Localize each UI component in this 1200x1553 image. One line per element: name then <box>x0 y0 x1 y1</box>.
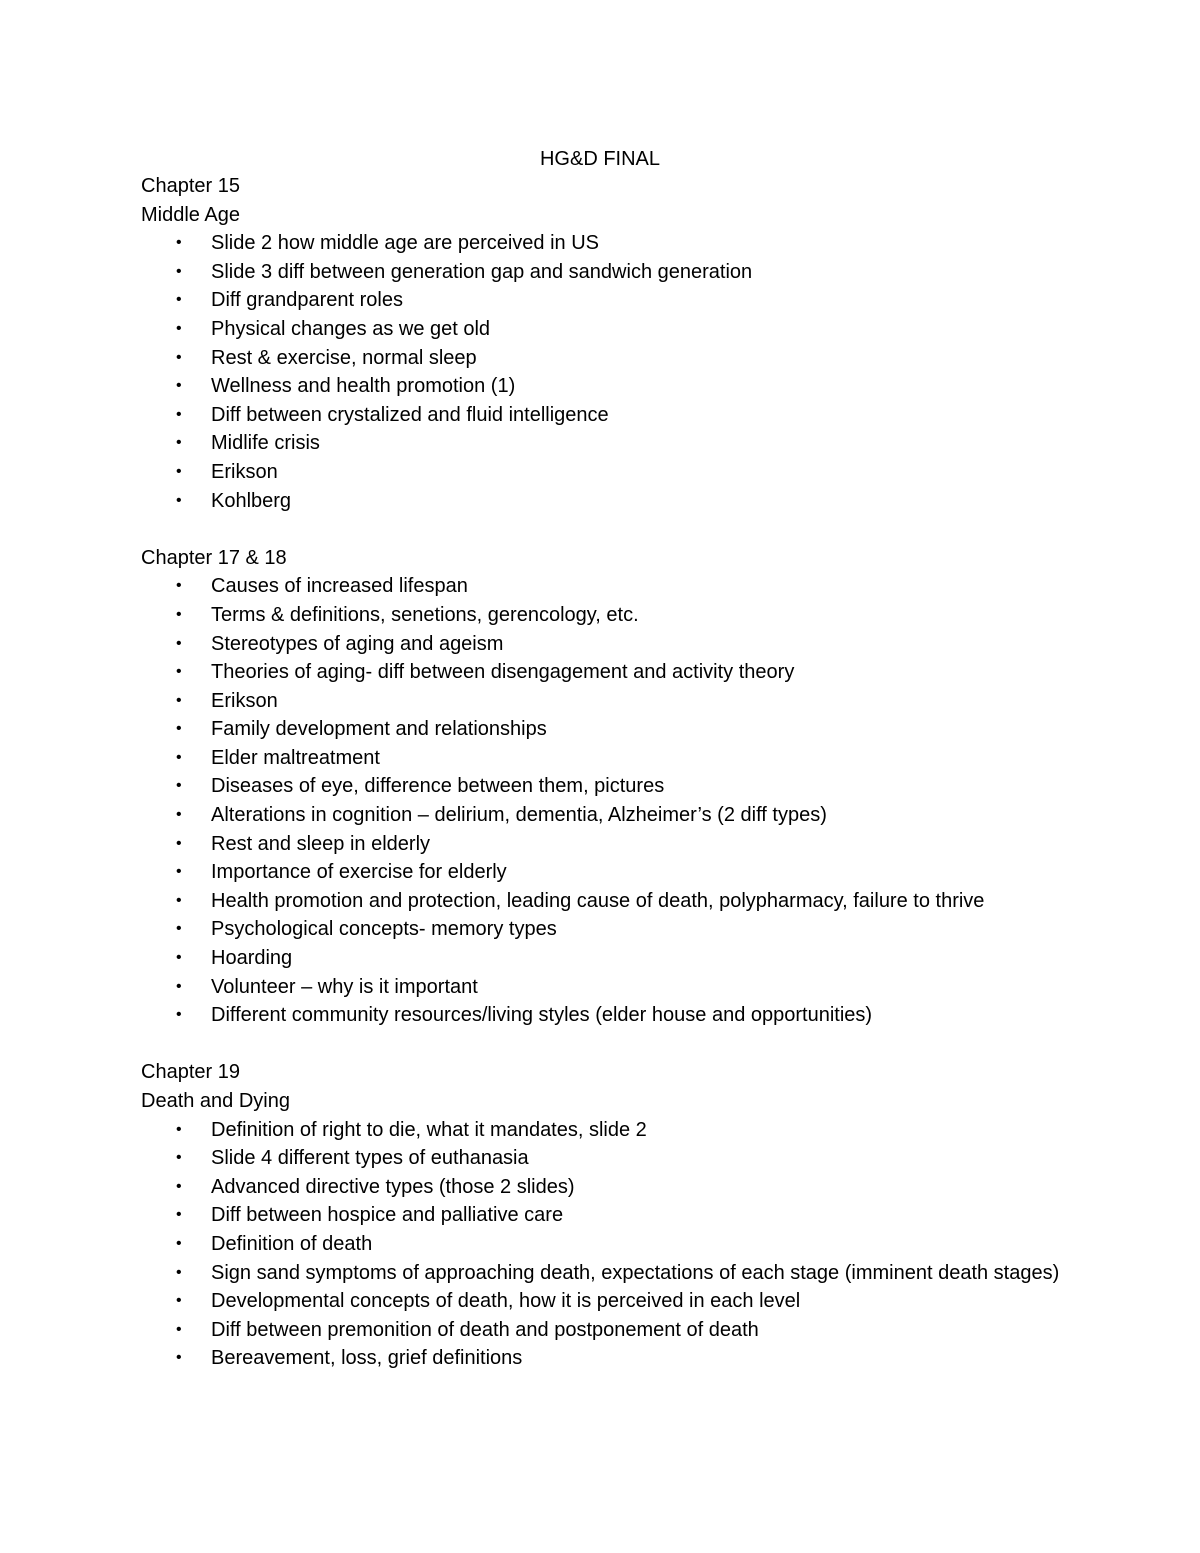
document-title: HG&D FINAL <box>539 148 661 170</box>
bullet-icon: • <box>176 777 182 795</box>
bullet-list <box>141 1116 1081 1373</box>
bullet-icon: • <box>176 291 182 309</box>
bullet-icon: • <box>176 748 182 766</box>
bullet-icon: • <box>176 863 182 881</box>
list-item <box>141 1230 1081 1259</box>
section-subheading: Death and Dying <box>141 1090 290 1112</box>
list-item <box>141 401 1081 430</box>
bullet-list <box>141 572 1081 1030</box>
list-item <box>141 258 1081 287</box>
list-item-text: Stereotypes of aging and ageism <box>211 632 504 655</box>
list-item-text: Erikson <box>211 689 278 712</box>
list-item <box>141 1116 1081 1145</box>
list-item <box>141 487 1081 516</box>
section-chapter-15 <box>141 172 1081 515</box>
list-item <box>141 1201 1081 1230</box>
list-item <box>141 572 1081 601</box>
list-item <box>141 1344 1081 1373</box>
bullet-icon: • <box>176 1263 182 1281</box>
list-item-text: Volunteer – why is it important <box>211 975 478 998</box>
bullet-icon: • <box>176 1149 182 1167</box>
bullet-icon: • <box>176 691 182 709</box>
list-item <box>141 772 1081 801</box>
list-item-text: Importance of exercise for elderly <box>211 861 507 884</box>
bullet-icon: • <box>176 891 182 909</box>
list-item-text: Sign sand symptoms of approaching death, expectations of each stage (imminent death stages) <box>211 1261 1060 1284</box>
list-item <box>141 887 1081 916</box>
document-body <box>141 172 1081 1402</box>
bullet-icon: • <box>176 262 182 280</box>
list-item-text: Diff grandparent roles <box>211 289 403 312</box>
section-chapter-17-18 <box>141 544 1081 1030</box>
section-heading: Chapter 15 <box>141 175 240 197</box>
bullet-icon: • <box>176 491 182 509</box>
list-item <box>141 658 1081 687</box>
bullet-icon: • <box>176 377 182 395</box>
list-item-text: Diff between hospice and palliative care <box>211 1204 564 1227</box>
list-item-text: Family development and relationships <box>211 718 547 741</box>
list-item-text: Slide 4 different types of euthanasia <box>211 1147 529 1170</box>
list-item-text: Theories of aging- diff between disengagement and activity theory <box>211 661 795 684</box>
list-item-text: Bereavement, loss, grief definitions <box>211 1347 523 1370</box>
bullet-icon: • <box>176 720 182 738</box>
list-item-text: Causes of increased lifespan <box>211 575 468 598</box>
bullet-icon: • <box>176 977 182 995</box>
bullet-icon: • <box>176 663 182 681</box>
list-item-text: Developmental concepts of death, how it is perceived in each level <box>211 1290 801 1313</box>
bullet-icon: • <box>176 348 182 366</box>
list-item <box>141 286 1081 315</box>
list-item <box>141 315 1081 344</box>
list-item <box>141 372 1081 401</box>
bullet-icon: • <box>176 1292 182 1310</box>
list-item-text: Diff between crystalized and fluid intelligence <box>211 403 609 426</box>
bullet-icon: • <box>176 834 182 852</box>
bullet-icon: • <box>176 806 182 824</box>
list-item-text: Slide 2 how middle age are perceived in US <box>211 232 599 255</box>
bullet-icon: • <box>176 1349 182 1367</box>
section-heading: Chapter 17 & 18 <box>141 546 287 569</box>
list-item-text: Diseases of eye, difference between them, pictures <box>211 775 665 798</box>
list-item-text: Elder maltreatment <box>211 746 380 769</box>
section-heading: Chapter 19 <box>141 1061 240 1084</box>
list-item-text: Advanced directive types (those 2 slides) <box>211 1175 575 1198</box>
list-item-text: Wellness and health promotion (1) <box>211 375 516 398</box>
list-item <box>141 1287 1081 1316</box>
list-item <box>141 601 1081 630</box>
list-item-text: Definition of right to die, what it mandates, slide 2 <box>211 1118 647 1141</box>
bullet-icon: • <box>176 405 182 423</box>
list-item-text: Psychological concepts- memory types <box>211 918 557 941</box>
list-item <box>141 744 1081 773</box>
section-chapter-19 <box>141 1058 1081 1373</box>
bullet-icon: • <box>176 1320 182 1338</box>
list-item <box>141 858 1081 887</box>
bullet-icon: • <box>176 634 182 652</box>
list-item <box>141 344 1081 373</box>
list-item <box>141 973 1081 1002</box>
bullet-icon: • <box>176 234 182 252</box>
list-item <box>141 458 1081 487</box>
bullet-icon: • <box>176 1120 182 1138</box>
list-item <box>141 801 1081 830</box>
list-item-text: Midlife crisis <box>211 432 320 455</box>
bullet-icon: • <box>176 605 182 623</box>
list-item-text: Diff between premonition of death and postponement of death <box>211 1318 759 1341</box>
list-item-text: Rest and sleep in elderly <box>211 832 431 855</box>
list-item-text: Slide 3 diff between generation gap and sandwich generation <box>211 260 753 283</box>
bullet-icon: • <box>176 577 182 595</box>
list-item-text: Hoarding <box>211 947 293 970</box>
list-item <box>141 715 1081 744</box>
bullet-icon: • <box>176 1206 182 1224</box>
list-item <box>141 1001 1081 1030</box>
list-item-text: Rest & exercise, normal sleep <box>211 346 477 369</box>
list-item <box>141 229 1081 258</box>
bullet-list <box>141 229 1081 515</box>
list-item <box>141 1259 1081 1288</box>
list-item <box>141 944 1081 973</box>
list-item <box>141 1144 1081 1173</box>
section-subheading: Middle Age <box>141 203 240 226</box>
list-item-text: Erikson <box>211 460 278 483</box>
bullet-icon: • <box>176 920 182 938</box>
list-item-text: Physical changes as we get old <box>211 317 491 340</box>
list-item <box>141 429 1081 458</box>
list-item <box>141 1316 1081 1345</box>
list-item-text: Alterations in cognition – delirium, dementia, Alzheimer’s (2 diff types) <box>211 804 827 827</box>
bullet-icon: • <box>176 434 182 452</box>
bullet-icon: • <box>176 949 182 967</box>
list-item <box>141 630 1081 659</box>
list-item-text: Different community resources/living styles (elder house and opportunities) <box>211 1004 873 1027</box>
list-item <box>141 830 1081 859</box>
bullet-icon: • <box>176 1177 182 1195</box>
list-item <box>141 687 1081 716</box>
list-item-text: Kohlberg <box>211 489 292 512</box>
bullet-icon: • <box>176 1006 182 1024</box>
list-item-text: Definition of death <box>211 1232 373 1255</box>
list-item-text: Health promotion and protection, leading cause of death, polypharmacy, failure to thrive <box>211 889 985 912</box>
list-item <box>141 915 1081 944</box>
bullet-icon: • <box>176 462 182 480</box>
list-item-text: Terms & definitions, senetions, gerencology, etc. <box>211 603 639 626</box>
bullet-icon: • <box>176 319 182 337</box>
bullet-icon: • <box>176 1234 182 1252</box>
list-item <box>141 1173 1081 1202</box>
